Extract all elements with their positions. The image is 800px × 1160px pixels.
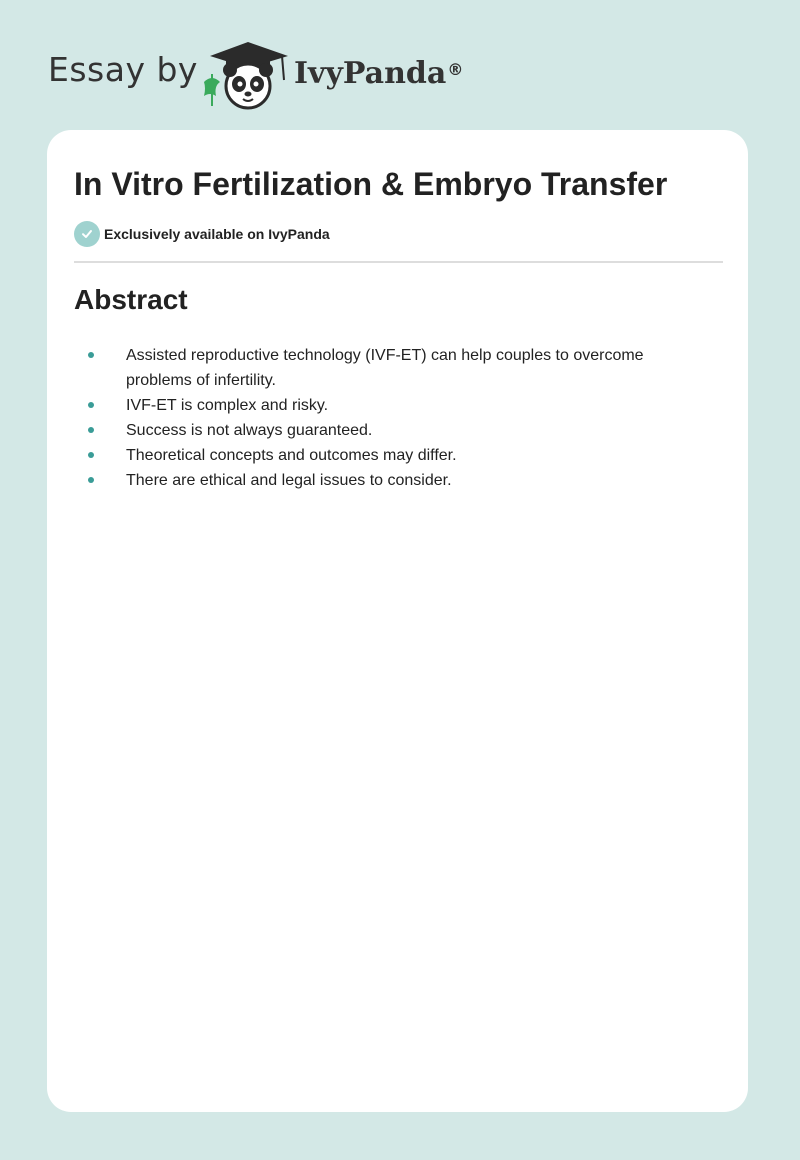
section-heading-abstract: Abstract — [74, 284, 188, 315]
list-item-text: IVF-ET is complex and risky. — [126, 397, 329, 414]
essay-by-label: Essay by — [48, 50, 198, 89]
bullet-icon — [88, 427, 94, 433]
registered-mark: ® — [447, 60, 464, 79]
list-item — [74, 418, 694, 443]
brand-name: IvyPanda® — [294, 56, 464, 91]
list-item-text: Assisted reproductive technology (IVF-ET) can help couples to overcome problems of infertility. — [126, 347, 644, 389]
bullet-icon — [88, 477, 94, 483]
title-divider — [74, 261, 723, 263]
check-circle-icon — [74, 221, 100, 247]
essay-title: In Vitro Fertilization & Embryo Transfer — [74, 166, 668, 202]
list-item-text: Success is not always guaranteed. — [126, 422, 373, 439]
list-item — [74, 343, 694, 393]
exclusive-badge-text: Exclusively available on IvyPanda — [104, 226, 330, 242]
abstract-list — [74, 343, 694, 493]
list-item — [74, 468, 694, 493]
list-item — [74, 393, 694, 418]
bullet-icon — [88, 352, 94, 358]
list-item — [74, 443, 694, 468]
list-item-text: Theoretical concepts and outcomes may differ. — [126, 447, 457, 464]
exclusive-badge — [74, 221, 330, 247]
site-header — [48, 34, 548, 110]
essay-card — [47, 130, 748, 1112]
panda-logo-icon — [200, 34, 292, 110]
bullet-icon — [88, 402, 94, 408]
list-item-text: There are ethical and legal issues to consider. — [126, 472, 452, 489]
bullet-icon — [88, 452, 94, 458]
